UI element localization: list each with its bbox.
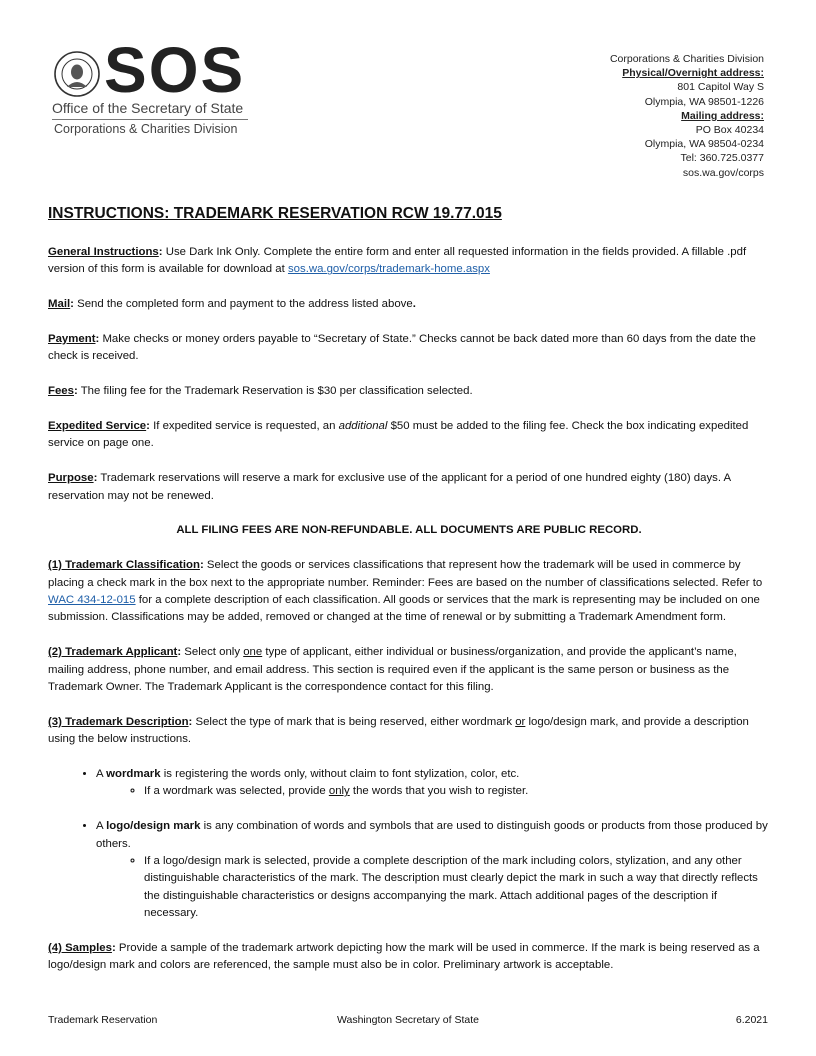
purpose-text: Trademark reservations will reserve a mark for exclusive use of the applicant for a period of one hundred eighty (180) days. A reservation may not be renewed. xyxy=(48,472,731,502)
payment-colon: : xyxy=(95,333,100,345)
samples-colon: : xyxy=(111,942,116,955)
classification-text-1: Select the goods or services classifications that represent how the trademark will be used in commerce by placing a check mark in the box next to the appropriate number. Reminder: Fees are based on the number of classifications selected. Refer to xyxy=(48,559,763,589)
expedited-colon: : xyxy=(146,420,150,432)
logo-design-sub-list xyxy=(96,853,770,923)
logo-division-name: Corporations & Charities Division xyxy=(54,122,238,136)
applicant-text-1: Select only xyxy=(181,646,244,659)
expedited-text-1: If expedited service is requested, an xyxy=(149,420,339,432)
general-instructions-paragraph xyxy=(48,244,770,279)
fees-text: The filing fee for the Trademark Reservation is $30 per classification selected. xyxy=(77,385,473,398)
page-footer xyxy=(48,1014,768,1030)
fees-label: Fees xyxy=(48,385,74,398)
address-block xyxy=(610,52,764,180)
address-division: Corporations & Charities Division xyxy=(609,53,764,65)
expedited-text-2: $50 must be added to the filing fee. Check the box indicating expedited service on page one. xyxy=(48,420,749,450)
classification-label: (1) Trademark Classification xyxy=(48,559,200,572)
mail-label: Mail xyxy=(48,298,71,311)
expedited-paragraph xyxy=(48,418,770,453)
description-label: (3) Trademark Description xyxy=(48,715,189,728)
purpose-label: Purpose xyxy=(48,472,94,485)
logo-design-term: logo/design mark xyxy=(106,820,201,833)
description-bullet-list xyxy=(48,766,770,923)
description-or: or xyxy=(515,715,526,728)
wordmark-sub-item xyxy=(144,783,770,800)
general-colon: : xyxy=(158,246,163,258)
wordmark-bullet xyxy=(96,766,770,801)
footer-form-name: Trademark Reservation xyxy=(48,1014,158,1026)
description-text-1: Select the type of mark that is being reserved, either wordmark xyxy=(192,715,516,728)
logo-design-sub-text: If a logo/design mark is selected, provide a complete description of the mark including colors, stylization, and any other distinguishable characteristics of the mark. The description must clearly depict the mark in such a way that directly reflects the distinguishable characteristics or designs accompanying the mark. Attach additional pages of the description if necessary. xyxy=(144,855,758,920)
description-text-2: logo/design mark, and provide a description using the below instructions. xyxy=(48,715,749,746)
samples-paragraph xyxy=(48,940,770,975)
classification-paragraph xyxy=(48,557,770,627)
general-instructions-text: Use Dark Ink Only. Complete the entire form and enter all requested information in the fields provided. A fillable .pdf version of this form is available for download at xyxy=(48,246,747,276)
logo-design-bullet xyxy=(96,818,770,922)
address-physical-label: Physical/Overnight address: xyxy=(622,67,764,80)
address-mailing-line2: Olympia, WA 98504-0234 xyxy=(644,138,764,151)
wordmark-sub-text-2: the words that you wish to register. xyxy=(349,785,529,798)
purpose-paragraph xyxy=(48,470,770,505)
sos-logo xyxy=(52,34,252,138)
wac-link[interactable]: WAC 434-12-015 xyxy=(48,594,136,607)
samples-label: (4) Samples xyxy=(48,942,112,955)
page-title: INSTRUCTIONS: TRADEMARK RESERVATION RCW 19.77.015 xyxy=(48,205,502,222)
wordmark-sub-list xyxy=(96,783,770,800)
address-physical-line2: Olympia, WA 98501-1226 xyxy=(644,95,764,108)
classification-colon: : xyxy=(199,559,204,572)
logo-letters: SOS xyxy=(104,34,246,106)
applicant-text-2: type of applicant, either individual or business/organization, and provide the applicant’s name, mailing address, phone number, and email address. This section is required even if the applicant is the same person or business as the Trademark Owner. The Trademark Applicant is the correspondence contact for this filing. xyxy=(48,646,737,694)
wordmark-only: only xyxy=(328,785,350,798)
bullet-prefix: A xyxy=(96,820,107,833)
mail-text: Send the completed form and payment to the address listed above xyxy=(73,298,413,311)
wordmark-term: wordmark xyxy=(106,768,161,781)
expedited-label: Expedited Service xyxy=(48,420,147,432)
public-record-notice: ALL FILING FEES ARE NON-REFUNDABLE. ALL DOCUMENTS ARE PUBLIC RECORD. xyxy=(176,524,642,537)
general-instructions-label: General Instructions xyxy=(48,246,159,258)
footer-agency: Washington Secretary of State xyxy=(336,1014,480,1026)
address-mailing-label: Mailing address: xyxy=(681,109,764,122)
applicant-paragraph xyxy=(48,644,770,696)
mail-colon: : xyxy=(70,298,74,311)
description-colon: : xyxy=(188,715,193,728)
wordmark-definition: is registering the words only, without claim to font stylization, color, etc. xyxy=(160,768,520,781)
logo-divider xyxy=(52,119,248,120)
logo-office-name: Office of the Secretary of State xyxy=(52,100,244,116)
mail-paragraph xyxy=(48,296,770,313)
payment-text: Make checks or money orders payable to “Secretary of State.” Checks cannot be back dated more than 60 days from the date the check is received. xyxy=(48,333,756,363)
instructions-body xyxy=(48,204,770,992)
applicant-one: one xyxy=(243,646,263,659)
fees-paragraph xyxy=(48,383,770,400)
wordmark-sub-text-1: If a wordmark was selected, provide xyxy=(144,785,329,798)
address-physical-line1: 801 Capitol Way S xyxy=(677,81,764,94)
address-phone: Tel: 360.725.0377 xyxy=(680,152,764,165)
state-seal-icon xyxy=(54,51,100,97)
mail-period: . xyxy=(412,298,416,311)
trademark-home-link[interactable]: sos.wa.gov/corps/trademark-home.aspx xyxy=(287,263,490,276)
expedited-italic: additional xyxy=(338,420,388,432)
footer-version: 6.2021 xyxy=(735,1014,768,1026)
logo-design-definition: is any combination of words and symbols that are used to distinguish goods or products from those produced by others. xyxy=(96,820,768,850)
classification-text-2: for a complete description of each classification. All goods or services that the mark is representing may be included on one submission. Classifications may be added, removed or changed at the time of renewal or by submitting a Trademark Amendment form. xyxy=(48,594,760,624)
address-mailing-line1: PO Box 40234 xyxy=(695,124,764,137)
samples-text: Provide a sample of the trademark artwork depicting how the mark will be used in commerce. If the mark is being reserved as a logo/design mark and colors are referenced, the sample must also be in color. Preliminary artwork is acceptable. xyxy=(48,942,760,972)
bullet-prefix: A xyxy=(96,768,107,781)
applicant-colon: : xyxy=(177,646,182,659)
purpose-colon: : xyxy=(93,472,98,485)
payment-label: Payment xyxy=(48,333,96,345)
logo-design-sub-item xyxy=(144,853,770,923)
payment-paragraph xyxy=(48,331,770,366)
applicant-label: (2) Trademark Applicant xyxy=(48,646,178,659)
address-website: sos.wa.gov/corps xyxy=(682,166,764,179)
fees-colon: : xyxy=(73,385,78,398)
description-paragraph xyxy=(48,714,770,749)
